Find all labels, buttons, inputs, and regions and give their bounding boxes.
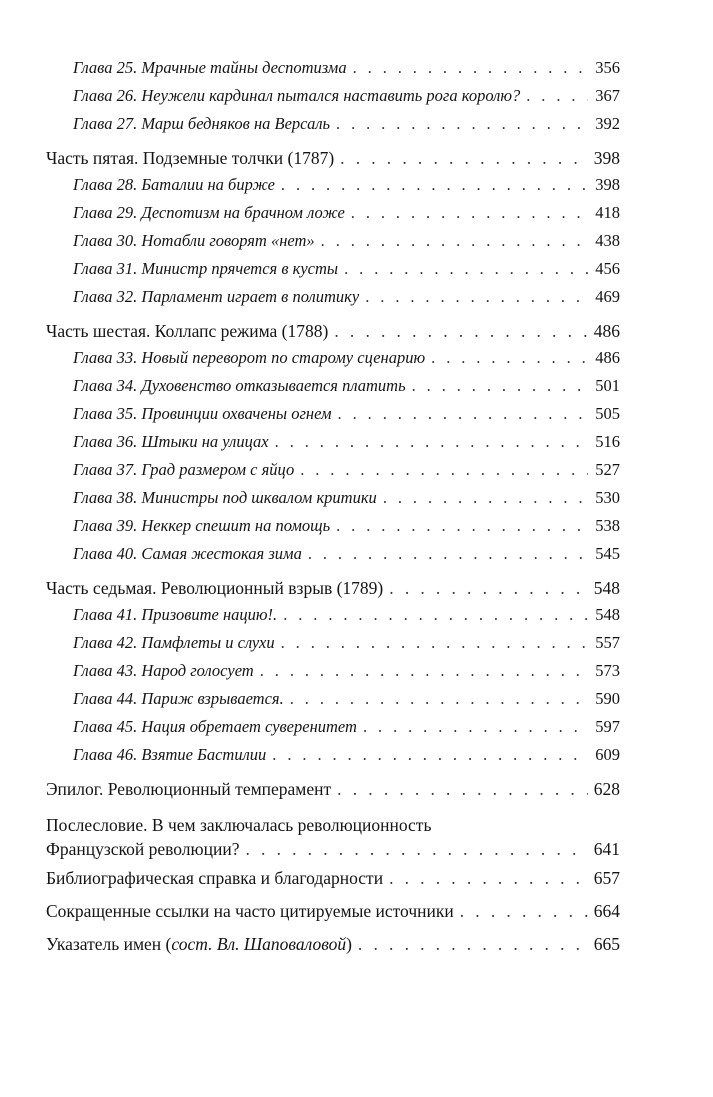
entry-page-number: 557 [595, 633, 620, 652]
entry-title: Глава 27. Марш бедняков на Версаль [73, 114, 331, 133]
entry-title: Глава 39. Неккер спешит на помощь [73, 516, 331, 535]
entry-title: Глава 37. Град размером с яйцо [73, 460, 295, 479]
entry-title: Глава 36. Штыки на улицах [73, 432, 269, 451]
entry-title-main: Указатель имен ( [46, 934, 172, 954]
entry-title: Часть шестая. Коллапс режима (1788) [46, 321, 329, 341]
dot-leader [321, 231, 588, 251]
entry-page-number: 438 [595, 231, 620, 250]
dot-leader [281, 175, 588, 195]
entry-page-number: 530 [595, 488, 620, 507]
entry-title: Глава 30. Нотабли говорят «нет» [73, 231, 315, 250]
dot-leader [344, 259, 588, 279]
dot-leader [290, 689, 588, 709]
dot-leader [365, 287, 588, 307]
entry-title [46, 934, 352, 955]
toc-entry-chapter-27[interactable] [46, 114, 620, 134]
dot-leader [334, 321, 588, 342]
entry-page-number: 501 [595, 376, 620, 395]
toc-entry-chapter-38[interactable] [46, 488, 620, 508]
entry-title: Глава 33. Новый переворот по старому сценарию [73, 348, 426, 367]
entry-page-number: 392 [595, 114, 620, 133]
dot-leader [353, 58, 588, 78]
toc-entry-chapter-29[interactable] [46, 203, 620, 223]
entry-title: Глава 26. Неужели кардинал пытался наставить рога королю? [73, 86, 521, 105]
toc-entry-chapter-45[interactable] [46, 717, 620, 737]
dot-leader [383, 488, 588, 508]
entry-page-number: 486 [595, 348, 620, 367]
entry-title: Глава 32. Парламент играет в политику [73, 287, 360, 306]
entry-title: Глава 42. Памфлеты и слухи [73, 633, 275, 652]
entry-title: Глава 31. Министр прячется в кусты [73, 259, 339, 278]
dot-leader [412, 376, 588, 396]
dot-leader [358, 934, 588, 955]
toc-entry-chapter-40[interactable] [46, 544, 620, 564]
dot-leader [260, 661, 588, 681]
entry-page-number: 628 [593, 779, 620, 799]
toc-entry-epilogue[interactable] [46, 779, 620, 800]
toc-entry-part-5[interactable] [46, 148, 620, 169]
entry-page-number: 418 [595, 203, 620, 222]
entry-page-number: 664 [593, 901, 620, 921]
entry-page-number: 469 [595, 287, 620, 306]
entry-title: Библиографическая справка и благодарности [46, 868, 384, 888]
toc-entry-chapter-30[interactable] [46, 231, 620, 251]
dot-leader [336, 516, 588, 536]
entry-page-number: 657 [593, 868, 620, 888]
toc-entry-chapter-28[interactable] [46, 175, 620, 195]
entry-page-number: 573 [595, 661, 620, 680]
toc-entry-chapter-41[interactable] [46, 605, 620, 625]
entry-title: Глава 28. Баталии на бирже [73, 175, 275, 194]
entry-page-number: 590 [595, 689, 620, 708]
entry-page-number: 548 [595, 605, 620, 624]
entry-title: Сокращенные ссылки на часто цитируемые источники [46, 901, 454, 921]
entry-page-number: 527 [595, 460, 620, 479]
entry-title: Глава 35. Провинции охвачены огнем [73, 404, 332, 423]
entry-title: Глава 41. Призовите нацию!. [73, 605, 278, 624]
entry-page-number: 609 [595, 745, 620, 764]
dot-leader [337, 779, 588, 800]
entry-page-number: 356 [595, 58, 620, 77]
toc-entry-chapter-31[interactable] [46, 259, 620, 279]
entry-page-number: 597 [595, 717, 620, 736]
dot-leader [275, 432, 588, 452]
entry-page-number: 516 [595, 432, 620, 451]
dot-leader [363, 717, 588, 737]
entry-title: Глава 46. Взятие Бастилии [73, 745, 267, 764]
entry-page-number: 505 [595, 404, 620, 423]
entry-page-number: 548 [593, 578, 620, 598]
dot-leader [283, 605, 588, 625]
dot-leader [431, 348, 588, 368]
toc-entry-chapter-32[interactable] [46, 287, 620, 307]
toc-entry-chapter-26[interactable] [46, 86, 620, 106]
entry-title: Часть пятая. Подземные толчки (1787) [46, 148, 335, 168]
entry-title: Глава 34. Духовенство отказывается платить [73, 376, 406, 395]
toc-entry-part-7[interactable] [46, 578, 620, 599]
entry-title-line-2: Французской революции? [46, 839, 240, 859]
entry-title: Глава 25. Мрачные тайны деспотизма [73, 58, 347, 77]
entry-title-compiler: сост. Вл. Шаповаловой [171, 934, 347, 954]
entry-title-line-1: Послесловие. В чем заключалась революционность [46, 815, 432, 835]
toc-entry-chapter-44[interactable] [46, 689, 620, 709]
entry-page-number: 545 [595, 544, 620, 563]
dot-leader [281, 633, 588, 653]
entry-page-number: 456 [595, 259, 620, 278]
entry-title: Глава 45. Нация обретает суверенитет [73, 717, 357, 736]
toc-entry-chapter-37[interactable] [46, 460, 620, 480]
toc-entry-chapter-34[interactable] [46, 376, 620, 396]
entry-title-end: ) [346, 934, 352, 954]
entry-page-number: 486 [593, 321, 620, 341]
toc-entry-chapter-25[interactable] [46, 58, 620, 78]
toc-entry-chapter-36[interactable] [46, 432, 620, 452]
dot-leader [272, 745, 588, 765]
entry-page-number: 398 [593, 148, 620, 168]
entry-title: Глава 38. Министры под шквалом критики [73, 488, 377, 507]
dot-leader [300, 460, 588, 480]
toc-entry-chapter-46[interactable] [46, 745, 620, 765]
dot-leader [526, 86, 588, 106]
entry-page-number: 538 [595, 516, 620, 535]
toc-entry-chapter-33[interactable] [46, 348, 620, 368]
entry-page-number: 665 [593, 934, 620, 954]
toc-entry-chapter-42[interactable] [46, 633, 620, 653]
toc-entry-part-6[interactable] [46, 321, 620, 342]
toc-entry-abbreviations[interactable] [46, 901, 620, 922]
toc-entry-chapter-39[interactable] [46, 516, 620, 536]
toc-entry-bibliography[interactable] [46, 868, 620, 889]
dot-leader [389, 868, 588, 889]
dot-leader [338, 404, 588, 424]
dot-leader [351, 203, 588, 223]
entry-page-number: 367 [595, 86, 620, 105]
entry-page-number: 641 [593, 839, 620, 859]
entry-page-number: 398 [595, 175, 620, 194]
dot-leader [340, 148, 588, 169]
entry-title: Эпилог. Революционный темперамент [46, 779, 332, 799]
entry-title: Глава 43. Народ голосует [73, 661, 254, 680]
toc-entry-chapter-43[interactable] [46, 661, 620, 681]
entry-title: Глава 44. Париж взрывается. [73, 689, 284, 708]
dot-leader [245, 837, 588, 861]
entry-title: Глава 40. Самая жестокая зима [73, 544, 302, 563]
dot-leader [460, 901, 588, 922]
toc-entry-afterword[interactable] [46, 813, 620, 861]
dot-leader [389, 578, 588, 599]
dot-leader [336, 114, 588, 134]
entry-title: Часть седьмая. Революционный взрыв (1789) [46, 578, 384, 598]
toc-entry-chapter-35[interactable] [46, 404, 620, 424]
toc-entry-index[interactable] [46, 934, 620, 955]
dot-leader [308, 544, 588, 564]
entry-title: Глава 29. Деспотизм на брачном ложе [73, 203, 345, 222]
